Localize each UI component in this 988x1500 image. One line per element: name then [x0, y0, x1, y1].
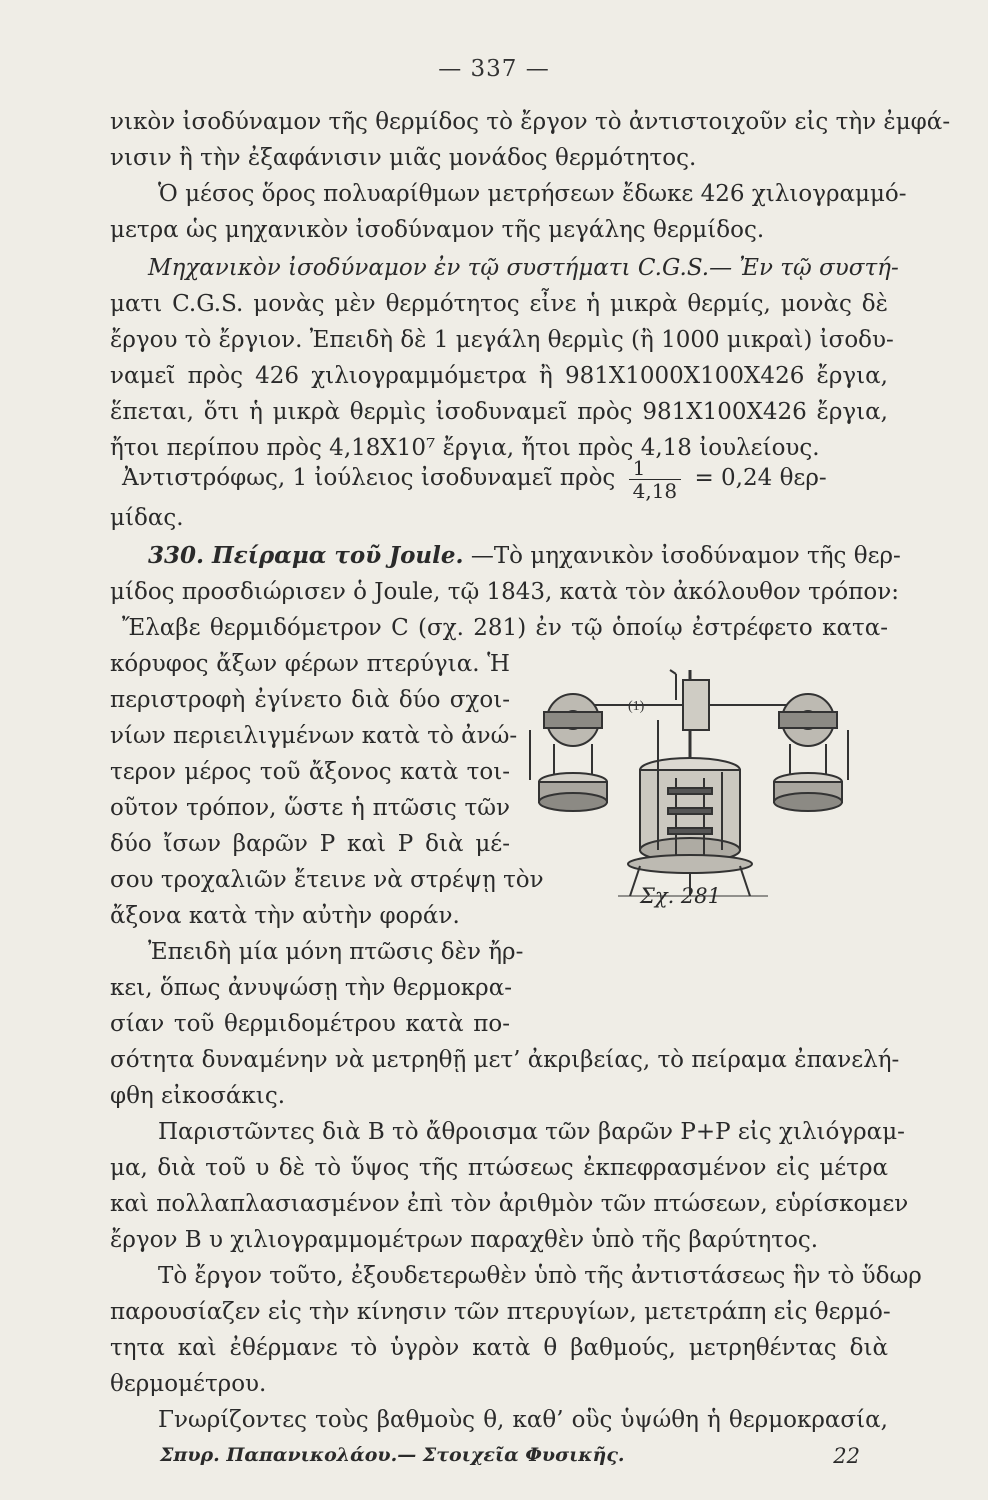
- text-line: ἔργον B υ χιλιογραμμομέτρων παραχθὲν ὑπὸ τῆς βαρύτητος.: [110, 1227, 819, 1253]
- text-line: ματι C.G.S. μονὰς μὲν θερμότητος εἶνε ἡ μικρὰ θερμίς, μονὰς δὲ: [110, 291, 888, 317]
- section-first-line: [148, 538, 901, 574]
- text-line: καὶ πολλαπλασιασμένον ἐπὶ τὸν ἀριθμὸν τῶν πτώσεων, εὑρίσκομεν: [110, 1191, 909, 1217]
- text-line: νίων περιειλιγμένων κατὰ τὸ ἀνώ-: [110, 723, 518, 749]
- fraction-numerator: 1: [629, 457, 682, 480]
- text-line: τερον μέρος τοῦ ἄξονος κατὰ τοι-: [110, 759, 510, 785]
- page-footer: [160, 1444, 860, 1466]
- text-line: νισιν ἢ τὴν ἐξαφάνισιν μιᾶς μονάδος θερμότητος.: [110, 145, 697, 171]
- text-line: ναμεῖ πρὸς 426 χιλιογραμμόμετρα ἢ 981X1000X100X426 ἔργια,: [110, 363, 888, 389]
- text-line: Μηχανικὸν ἰσοδύναμον ἐν τῷ συστήματι C.G.S.— Ἐν τῷ συστή-: [148, 255, 899, 281]
- text-line: σου τροχαλιῶν ἔτεινε νὰ στρέψῃ τὸν: [110, 867, 544, 893]
- text-line: ἕπεται, ὅτι ἡ μικρὰ θερμὶς ἰσοδυναμεῖ πρὸς 981X100X426 ἔργια,: [110, 399, 888, 425]
- text-line: σότητα δυναμένην νὰ μετρηθῇ μετ’ ἀκριβείας, τὸ πείραμα ἐπανελή-: [110, 1047, 900, 1073]
- fraction-denominator: 4,18: [632, 478, 678, 503]
- text-line: φθη εἰκοσάκις.: [110, 1083, 286, 1109]
- formula-line: [122, 448, 888, 508]
- text-line: σίαν τοῦ θερμιδομέτρου κατὰ πο-: [110, 1011, 510, 1037]
- text-line: παρουσίαζεν εἰς τὴν κίνησιν τῶν πτερυγίων, μετετράπη εἰς θερμό-: [110, 1299, 891, 1325]
- text-line: μίδος προσδιώρισεν ὁ Joule, τῷ 1843, κατὰ τὸν ἀκόλουθον τρόπον:: [110, 579, 899, 605]
- text-line: οῦτον τρόπον, ὥστε ἡ πτῶσις τῶν: [110, 795, 510, 821]
- text-line: ἔργου τὸ ἔργιον. Ἐπειδὴ δὲ 1 μεγάλη θερμὶς (ἢ 1000 μικραὶ) ἰσοδυ-: [110, 327, 894, 353]
- section-text: —Τὸ μηχανικὸν ἰσοδύναμον τῆς θερ-: [470, 543, 901, 569]
- text-line: κόρυφος ἄξων φέρων πτερύγια. Ἡ: [110, 651, 510, 677]
- text-line: ἤτοι περίπου πρὸς 4,18X10⁷ ἔργια, ἤτοι πρὸς 4,18 ἰουλείους.: [110, 435, 820, 461]
- figure-label: (1): [628, 699, 645, 714]
- fraction: [629, 457, 682, 502]
- text-line: Τὸ ἔργον τοῦτο, ἐξουδετερωθὲν ὑπὸ τῆς ἀντιστάσεως ἣν τὸ ὕδωρ: [158, 1263, 922, 1289]
- formula-suffix: = 0,24 θερ-: [694, 465, 827, 491]
- footer-text: Σπυρ. Παπανικολάου.— Στοιχεῖα Φυσικῆς.: [160, 1444, 625, 1466]
- text-line: μα, διὰ τοῦ υ δὲ τὸ ὕψος τῆς πτώσεως ἐκπεφρασμένον εἰς μέτρα: [110, 1155, 888, 1181]
- text-line: Γνωρίζοντες τοὺς βαθμοὺς θ, καθ’ οὓς ὑψώθη ἡ θερμοκρασία,: [158, 1407, 888, 1433]
- text-line: κει, ὅπως ἀνυψώσῃ τὴν θερμοκρα-: [110, 975, 512, 1001]
- section-heading: 330. Πείραμα τοῦ Joule.: [148, 542, 464, 569]
- text-line: θερμομέτρου.: [110, 1371, 267, 1397]
- signature-number: 22: [833, 1444, 860, 1468]
- formula-prefix: Ἀντιστρόφως, 1 ἰούλειος ἰσοδυναμεῖ πρὸς: [122, 465, 616, 491]
- text-line: νικὸν ἰσοδύναμον τῆς θερμίδος τὸ ἔργον τὸ ἀντιστοιχοῦν εἰς τὴν ἐμφά-: [110, 109, 951, 135]
- text-line: Ἔλαβε θερμιδόμετρον C (σχ. 281) ἐν τῷ ὁποίῳ ἐστρέφετο κατα-: [122, 615, 888, 641]
- text-line: μετρα ὡς μηχανικὸν ἰσοδύναμον τῆς μεγάλης θερμίδος.: [110, 217, 765, 243]
- joule-apparatus-figure: [518, 660, 858, 900]
- text-line: Παριστῶντες διὰ B τὸ ἄθροισμα τῶν βαρῶν P+P εἰς χιλιόγραμ-: [158, 1119, 905, 1145]
- text-line: περιστροφὴ ἐγίνετο διὰ δύο σχοι-: [110, 687, 510, 713]
- text-line: μίδας.: [110, 505, 184, 531]
- page-number: — 337 —: [438, 56, 550, 82]
- text-line: τητα καὶ ἐθέρμανε τὸ ὑγρὸν κατὰ θ βαθμούς, μετρηθέντας διὰ: [110, 1335, 888, 1361]
- figure-caption: Σχ. 281: [640, 884, 722, 908]
- text-line: δύο ἴσων βαρῶν P καὶ P διὰ μέ-: [110, 831, 510, 857]
- text-line: Ἐπειδὴ μία μόνη πτῶσις δὲν ἤρ-: [148, 939, 524, 965]
- text-line: Ὁ μέσος ὅρος πολυαρίθμων μετρήσεων ἔδωκε 426 χιλιογραμμό-: [158, 181, 907, 207]
- text-line: ἄξονα κατὰ τὴν αὐτὴν φοράν.: [110, 903, 460, 929]
